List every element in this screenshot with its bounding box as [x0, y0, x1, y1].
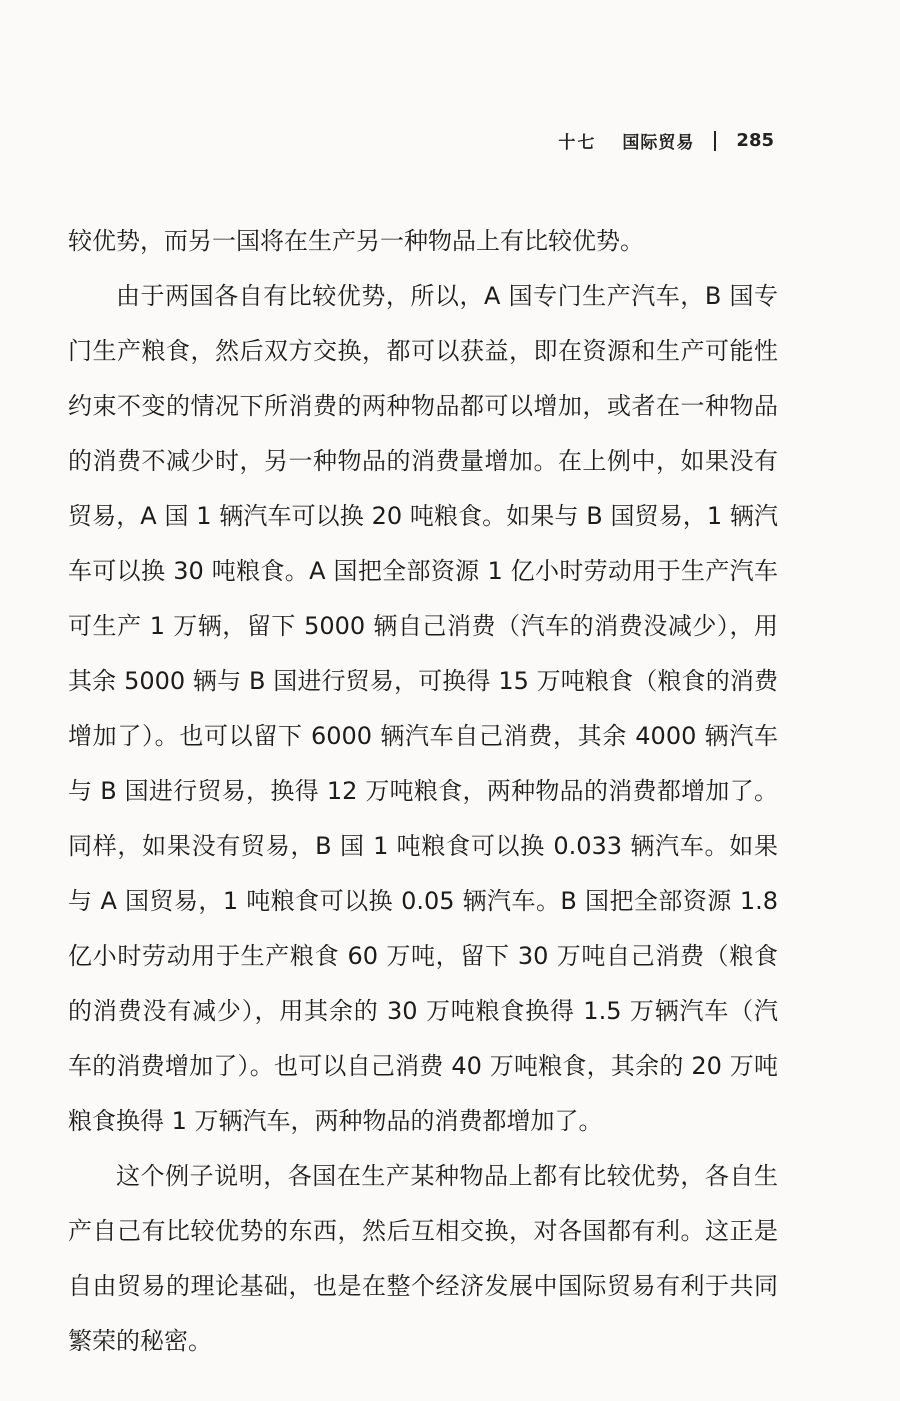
page-number: 285	[736, 130, 774, 151]
running-header	[558, 128, 774, 153]
chapter-number: 十七	[558, 133, 597, 153]
body-text	[68, 214, 778, 1369]
paragraph-continued: 较优势，而另一国将在生产另一种物品上有比较优势。	[68, 227, 644, 255]
paragraph-conclusion: 这个例子说明，各国在生产某种物品上都有比较优势，各自生产自己有比较优势的东西，然后互相交换，对各国都有利。这正是自由贸易的理论基础，也是在整个经济发展中国际贸易有利于共同繁荣的秘密。	[68, 1162, 778, 1355]
paragraph-trade-example: 由于两国各自有比较优势，所以，A 国专门生产汽车，B 国专门生产粮食，然后双方交换，都可以获益，即在资源和生产可能性约束不变的情况下所消费的两种物品都可以增加，或者在一种物品的消费不减少时，另一种物品的消费量增加。在上例中，如果没有贸易，A 国 1 辆汽车可以换 20 吨粮食。如果与 B 国贸易，1 辆汽车可以换 30 吨粮食。A 国把全部资源 1 亿小时劳动用于生产汽车可生产 1 万辆，留下 5000 辆自己消费（汽车的消费没减少），用其余 5000 辆与 B 国进行贸易，可换得 15 万吨粮食（粮食的消费增加了）。也可以留下 6000 辆汽车自己消费，其余 4000 辆汽车与 B 国进行贸易，换得 12 万吨粮食，两种物品的消费都增加了。同样，如果没有贸易，B 国 1 吨粮食可以换 0.033 辆汽车。如果与 A 国贸易，1 吨粮食可以换 0.05 辆汽车。B 国把全部资源 1.8 亿小时劳动用于生产粮食 60 万吨，留下 30 万吨自己消费（粮食的消费没有减少），用其余的 30 万吨粮食换得 1.5 万辆汽车（汽车的消费增加了）。也可以自己消费 40 万吨粮食，其余的 20 万吨粮食换得 1 万辆汽车，两种物品的消费都增加了。	[68, 282, 778, 1135]
chapter-title: 国际贸易	[622, 133, 695, 153]
header-divider	[714, 131, 716, 151]
